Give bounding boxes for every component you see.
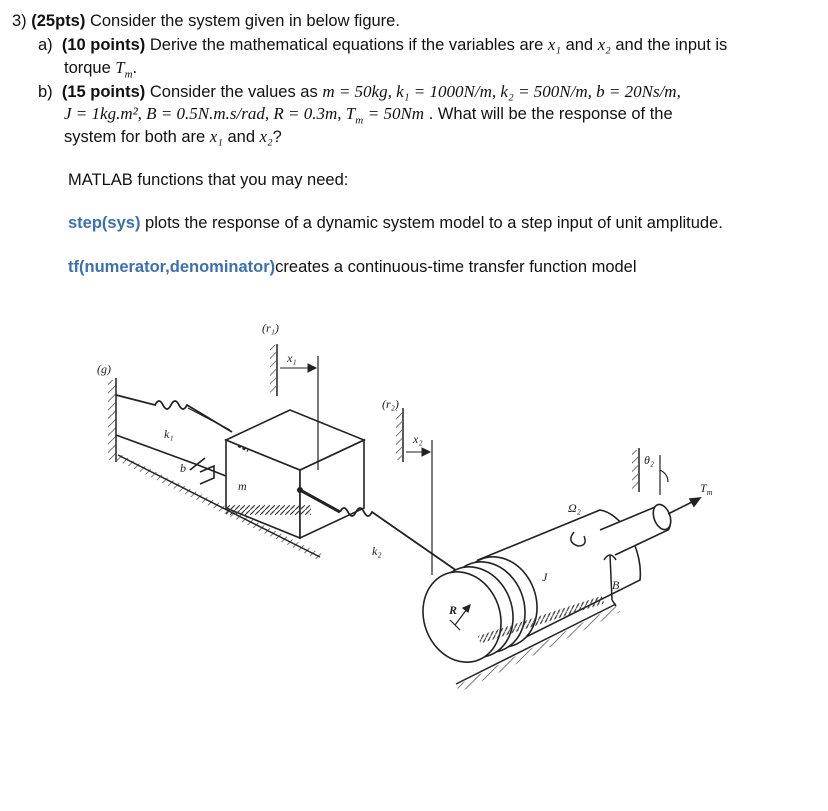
part-a-text1: Derive the mathematical equations if the variables are	[149, 36, 544, 54]
part-b-text2: . What will be the response of the	[428, 105, 673, 123]
part-b-var2: x₂	[259, 127, 273, 146]
part-b-points: (15 points)	[61, 83, 146, 101]
torque-arrow	[668, 498, 700, 514]
label-r2: (r₂)	[382, 397, 399, 411]
part-b-label: b)	[38, 83, 53, 101]
matlab-tf-desc: creates a continuous-time transfer function model	[275, 258, 637, 276]
part-a-label: a)	[38, 36, 53, 54]
part-a-and: and	[565, 36, 594, 54]
part-a-var2: x₂	[597, 35, 611, 54]
part-a-text3: torque	[64, 59, 111, 77]
part-b-text1: Consider the values as	[149, 83, 318, 101]
matlab-step-name: step(sys)	[68, 214, 141, 232]
label-m: m	[238, 479, 247, 493]
spring-k1	[116, 395, 232, 432]
question-points: (25pts)	[31, 12, 86, 30]
part-a-var1: x₁	[547, 35, 561, 54]
label-x1: x₁	[287, 351, 297, 365]
label-r1: (r₁)	[262, 321, 279, 335]
label-j: J	[542, 570, 548, 584]
matlab-tf-name: tf(numerator,denominator)	[68, 258, 276, 276]
label-k1: k₁	[164, 427, 174, 441]
label-tm: $T_m$	[700, 481, 713, 497]
part-b-text3: system for both are	[64, 128, 206, 146]
part-a-text2: and the input is	[615, 36, 728, 54]
label-r: R	[449, 603, 458, 617]
part-b-end: ?	[272, 128, 282, 146]
label-x2: x₂	[413, 432, 423, 446]
label-omega2: Ω₂	[568, 501, 581, 515]
part-a-tm: T	[115, 58, 125, 77]
question-prompt: Consider the system given in below figure.	[89, 12, 400, 30]
part-b-tm-sub: m	[355, 114, 364, 127]
part-b-values-line2: J = 1kg.m², B = 0.5N.m.s/rad, R = 0.3m, T	[64, 104, 356, 123]
part-b-values-line1: m = 50kg, k₁ = 1000N/m, k₂ = 500N/m, b = 20Ns/m,	[322, 82, 681, 101]
label-theta2: θ₂	[644, 453, 655, 467]
label-g: (g)	[97, 362, 111, 376]
part-a-tm-sub: m	[124, 68, 133, 81]
ground-wall-left	[108, 378, 116, 462]
spring-k2	[340, 508, 470, 580]
part-a-end: .	[132, 59, 138, 77]
label-k2: k₂	[372, 544, 382, 558]
output-shaft	[600, 502, 674, 555]
matlab-heading: MATLAB functions that you may need:	[68, 171, 349, 189]
mass-friction-surface	[226, 505, 311, 515]
part-b-var1: x₁	[209, 127, 223, 146]
question-number: 3)	[12, 12, 27, 30]
part-a-points: (10 points)	[61, 36, 146, 54]
part-b-values-tail: = 50Nm	[367, 104, 425, 123]
matlab-step-desc: plots the response of a dynamic system model to a step input of unit amplitude.	[145, 214, 723, 232]
damper-b	[116, 435, 236, 484]
label-b: b	[180, 461, 186, 475]
label-bearing-b: B	[612, 578, 620, 592]
part-b-and: and	[227, 128, 256, 146]
